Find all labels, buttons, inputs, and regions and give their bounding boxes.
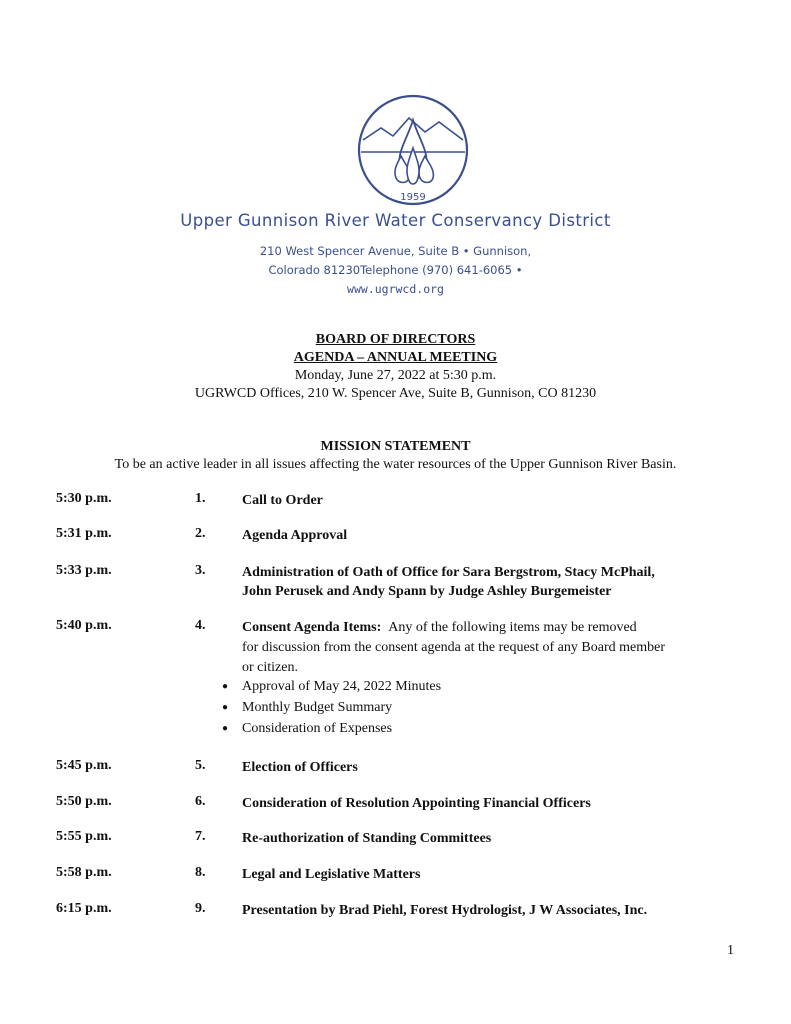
agenda-time: 5:33 p.m. [56,563,112,578]
agenda-time: 5:31 p.m. [56,526,112,541]
bullet-icon: ● [222,723,229,734]
page-number: 1 [727,943,734,958]
agenda-title: Election of Officers [242,760,358,775]
agenda-number: 7. [195,829,206,844]
website-link[interactable]: www.ugrwcd.org [347,282,444,296]
agenda-time: 5:45 p.m. [56,758,112,773]
agenda-title: Presentation by Brad Piehl, Forest Hydrologist, J W Associates, Inc. [242,903,648,918]
list-item [222,718,441,739]
list-item-text: Approval of May 24, 2022 Minutes [242,679,442,694]
agenda-title: Consideration of Resolution Appointing Financial Officers [242,796,591,811]
agenda-time: 5:55 p.m. [56,829,112,844]
address-line-2: Colorado 81230Telephone (970) 641-6065 • [268,263,523,277]
board-heading: BOARD OF DIRECTORS [315,332,476,347]
agenda-number: 8. [195,865,206,880]
list-item-text: Consideration of Expenses [242,721,393,736]
agenda-title [242,563,722,601]
meeting-location: UGRWCD Offices, 210 W. Spencer Ave, Suite B, Gunnison, CO 81230 [194,386,597,401]
agenda-time: 5:50 p.m. [56,794,112,809]
agenda-description-line: for discussion from the consent agenda at the request of any Board member [242,640,665,655]
agenda-number: 9. [195,901,206,916]
list-item [222,676,441,697]
agenda-number: 6. [195,794,206,809]
bullet-icon: ● [222,681,229,692]
organization-name: Upper Gunnison River Water Conservancy District [180,211,611,230]
agenda-title-line: John Perusek and Andy Spann by Judge Ashley Burgemeister [242,584,612,599]
agenda-title-text: Consent Agenda Items: [242,620,382,635]
agenda-time: 5:58 p.m. [56,865,112,880]
agenda-title: Re-authorization of Standing Committees [242,831,492,846]
agenda-title: Agenda Approval [242,528,348,543]
address-line-1: 210 West Spencer Avenue, Suite B • Gunnison, [259,244,532,258]
bullet-icon: ● [222,702,229,713]
mission-text: To be an active leader in all issues affecting the water resources of the Upper Gunnison River Basin. [114,457,677,472]
district-logo [357,92,469,210]
agenda-number: 3. [195,563,206,578]
agenda-description-line: Any of the following items may be removed [388,620,637,635]
agenda-number: 4. [195,618,206,633]
agenda-time: 5:40 p.m. [56,618,112,633]
agenda-title: Call to Order [242,493,323,508]
agenda-number: 1. [195,491,206,506]
agenda-title-line: Administration of Oath of Office for Sara Bergstrom, Stacy McPhail, [242,565,655,580]
agenda-title [242,618,722,678]
agenda-title: AGENDA – ANNUAL MEETING [293,350,498,365]
agenda-number: 2. [195,526,206,541]
agenda-description-line: or citizen. [242,660,298,675]
consent-items-list [222,676,441,739]
logo-year: 1959 [400,192,426,203]
meeting-date-time: Monday, June 27, 2022 at 5:30 p.m. [294,368,497,383]
list-item [222,697,441,718]
agenda-time: 5:30 p.m. [56,491,112,506]
agenda-number: 5. [195,758,206,773]
agenda-time: 6:15 p.m. [56,901,112,916]
agenda-title: Legal and Legislative Matters [242,867,421,882]
list-item-text: Monthly Budget Summary [242,700,393,715]
mission-heading: MISSION STATEMENT [320,439,471,454]
